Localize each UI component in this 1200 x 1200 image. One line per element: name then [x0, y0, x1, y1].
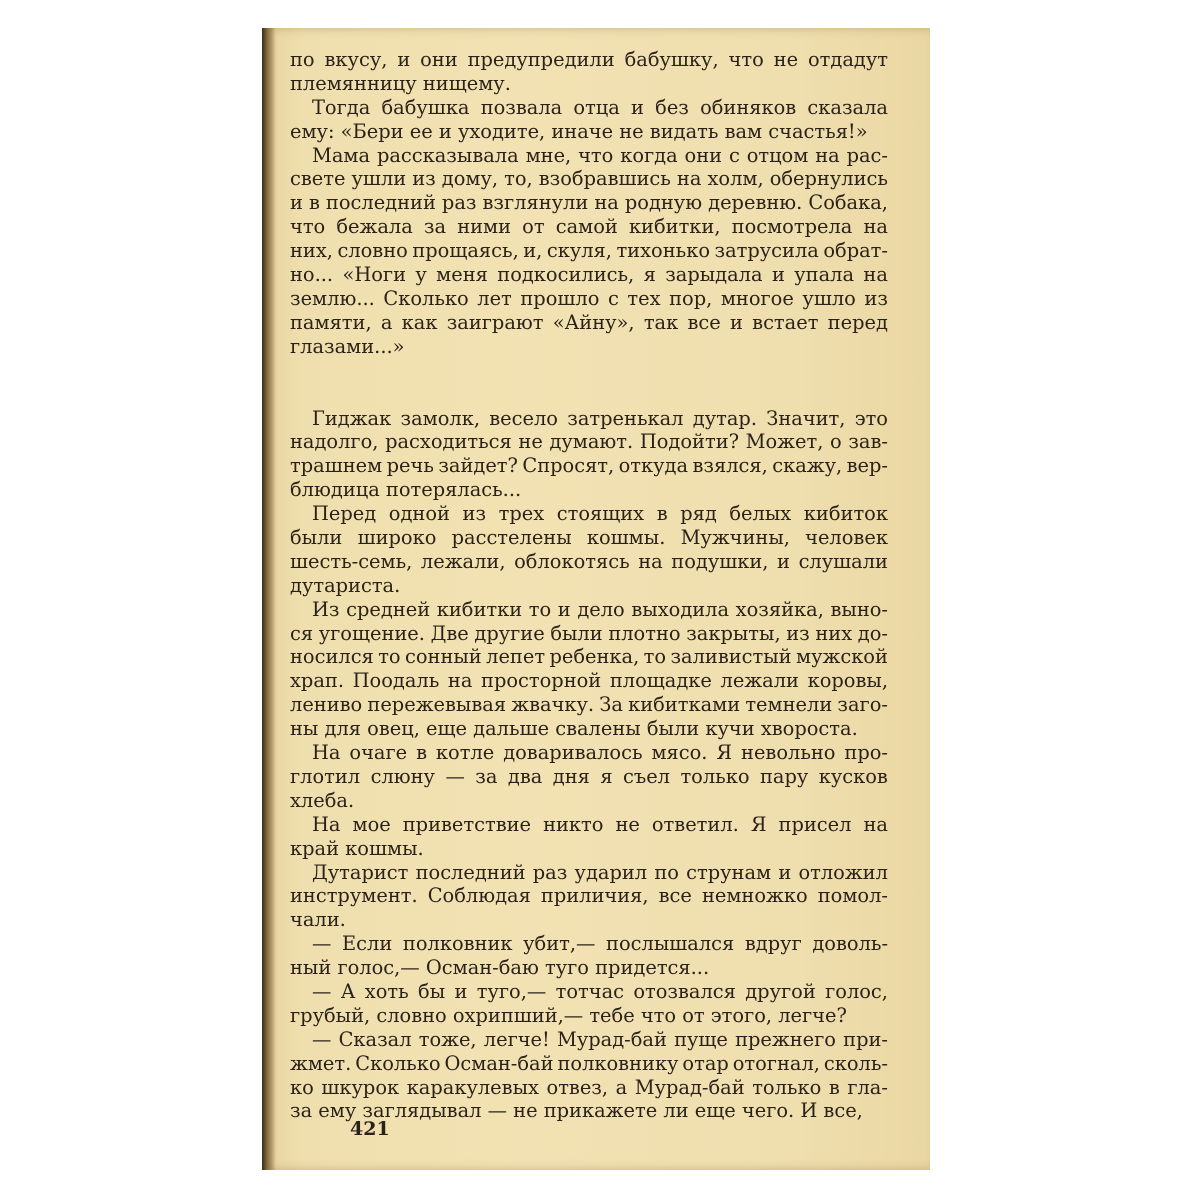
page-number: 421 — [350, 1118, 390, 1140]
text-line: грубый, словно охрипший,— тебе что от этого, легче? — [290, 1003, 847, 1027]
text-line: На мое приветствие никто не ответил. Я присел на — [312, 812, 888, 836]
text-line: инструмент. Соблюдая приличия, все немножко помол- — [290, 884, 888, 908]
text-line: шесть-семь, лежали, облокотясь на подушки, и слушали — [290, 549, 888, 573]
text-line: ко шкурок каракулевых отвез, а Мурад-бай только в гла- — [290, 1075, 888, 1099]
paragraph — [290, 861, 888, 933]
text-line: памяти, а как заиграют «Айну», так все и встает перед — [290, 310, 888, 334]
text-line: что бежала за ними от самой кибитки, посмотрела на — [290, 215, 888, 239]
text-line: ся угощение. Две другие были плотно закрыты, из них до- — [290, 621, 888, 645]
text-block-before-break — [290, 48, 888, 359]
paragraph — [290, 407, 888, 503]
paragraph — [290, 48, 888, 96]
paragraph — [290, 96, 888, 144]
text-line: ный голос,— Осман-баю туго придется... — [290, 956, 710, 980]
text-line: них, словно прощаясь, и, скуля, тихонько затрусила обрат- — [290, 239, 888, 263]
text-line: были широко расстелены кошмы. Мужчины, человек — [290, 526, 888, 550]
text-line: лениво пережевывая жвачку. За кибитками темнели заго- — [290, 693, 888, 717]
paragraph — [290, 502, 888, 598]
paragraph — [290, 1028, 888, 1124]
book-page — [262, 28, 930, 1170]
text-line: Дутарист последний раз ударил по струнам и отложил — [312, 860, 888, 884]
paragraph — [290, 932, 888, 980]
text-line: племянницу нищему. — [290, 71, 511, 95]
text-line: глазами...» — [290, 334, 405, 358]
paragraph — [290, 144, 888, 359]
text-line: Гиджак замолк, весело затренькал дутар. Значит, это — [312, 406, 888, 430]
text-line: На очаге в котле доваривалось мясо. Я невольно про- — [312, 741, 888, 765]
paragraph — [290, 980, 888, 1028]
text-line: чали. — [290, 908, 346, 932]
section-break — [290, 359, 888, 407]
paragraph — [290, 813, 888, 861]
text-line: край кошмы. — [290, 836, 424, 860]
text-line: Тогда бабушка позвала отца и без обиняков сказала — [312, 95, 888, 119]
paragraph — [290, 741, 888, 813]
text-line: блюдица потерялась... — [290, 478, 522, 502]
text-line: Перед одной из трех стоящих в ряд белых кибиток — [312, 502, 888, 526]
text-line: Из средней кибитки то и дело выходила хозяйка, выно- — [312, 597, 888, 621]
text-line: носился то сонный лепет ребенка, то заливистый мужской — [290, 645, 888, 669]
text-line: — Сказал тоже, легче! Мурад-бай пуще прежнего при- — [312, 1027, 888, 1051]
text-line: — А хоть бы и туго,— тотчас отозвался другой голос, — [312, 979, 888, 1003]
text-line: глотил слюну — за два дня я съел только пару кусков — [290, 764, 888, 788]
text-block-after-break — [290, 407, 888, 1124]
text-line: по вкусу, и они предупредили бабушку, что не отдадут — [290, 48, 888, 71]
text-line: но... «Ноги у меня подкосились, я зарыдала и упала на — [290, 263, 888, 287]
text-line: — Если полковник убит,— послышался вдруг доволь- — [312, 932, 888, 956]
text-line: свете ушли из дому, то, взобравшись на холм, обернулись — [290, 167, 888, 191]
text-line: ему: «Бери ее и уходите, иначе не видать вам счастья!» — [290, 119, 868, 143]
text-line: Мама рассказывала мне, что когда они с отцом на рас- — [312, 143, 888, 167]
text-line: дутариста. — [290, 573, 401, 597]
text-line: ны для овец, еще дальше свалены были кучи хвороста. — [290, 717, 858, 741]
text-line: жмет. Сколько Осман-бай полковнику отар отогнал, сколь- — [290, 1051, 888, 1075]
text-line: надолго, расходиться не думают. Подойти? Может, о зав- — [290, 430, 888, 454]
text-line: трашнем речь зайдет? Спросят, откуда взялся, скажу, вер- — [290, 454, 888, 478]
text-line: за ему заглядывал — не прикажете ли еще чего. И все, — [290, 1099, 863, 1123]
text-line: храп. Поодаль на просторной площадке лежали коровы, — [290, 669, 888, 693]
text-line: землю... Сколько лет прошло с тех пор, многое ушло из — [290, 286, 888, 310]
text-line: и в последний раз взглянули на родную деревню. Собака, — [290, 191, 888, 215]
text-line: хлеба. — [290, 788, 355, 812]
page-text — [290, 48, 888, 1123]
paragraph — [290, 598, 888, 741]
